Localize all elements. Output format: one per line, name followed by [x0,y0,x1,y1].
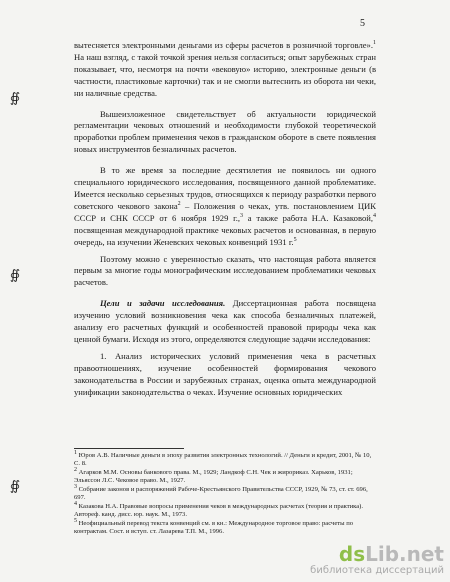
footnote: $^2$ Агарков М.М. Основы банкового права. М., 1929; Ландкоф С.Н. Чек и жирориказ. Харьков, 1931; Эльяссон Л.С. Чековое право. М., 1927. [74,466,353,485]
watermark-logo: dsLib.net [338,542,444,566]
footnote-ref: 5 [293,236,297,243]
paragraph: вытесняется электронными деньгами из сферы расчетов в розничной торговле».$^1$ На наш взгляд, с такой точкой зрения нельзя согласиться; опыт зарубежных стран показывает, что, несмотря на почти «вековую» историю, электронные деньги (в частности, пластиковые карточки) так и не смогли вытеснить из оборота ни чеки, ни наличные средства. [74,40,376,98]
paragraph: В то же время за последние десятилетия не появилось ни одного специального юридического исследования, посвященного данной проблематике. Имеется несколько серьезных трудов, относящихся к периоду разработки первого советского чекового закона$^2$ – Положения о чеках, утв. постановлением ЦИК СССР и СНК СССР от 6 ноября 1929 г.,$^3$ а также работа Н.А. Казаковой,$^4$ посвященная международной практике чековых расчетов и основанная, в первую очередь, на изучении Женевских чековых конвенций 1931 г.$^5$ [74,165,376,247]
paragraph: Поэтому можно с уверенностью сказать, что настоящая работа является первым за многие годы монографическим исследованием проблематики чековых расчетов. [74,253,376,288]
footnote: $^5$ Неофициальный перевод текста конвенций см. в кн.: Международное торговое право: расчеты по контрактам. Сост. и вступ. ст. Лазарева Т.П. М., 1996. [74,517,354,535]
footnotes [74,449,376,537]
body-text [74,40,376,403]
section-heading: Цели и задачи исследования. [100,298,226,309]
footnote-ref: 1 [373,40,376,47]
footnote: $^4$ Казакова Н.А. Правовые вопросы применения чеков в международных расчетах (теория и практика). Автореф. канд. дисс. юр. наук. М., 1973. [74,500,364,518]
hole-punch-mark-icon: ∯ [9,268,21,283]
hole-punch-mark-icon: ∯ [9,91,21,106]
footnote: $^1$ Юров А.В. Наличные деньги в эпоху развития электронных технологий. // Деньги и кредит, 2001, № 10, С. 8. [74,449,372,468]
footnote-ref: 4 [373,212,376,219]
paragraph: Вышеизложенное свидетельствует об актуальности юридической регламентации чековых отношений и необходимости глубокой теоретической проработки проблем применения чеков в гражданском обороте в свете появления новых инструментов безналичных расчетов. [74,108,376,155]
page-number: 5 [360,18,365,29]
footnote-ref: 3 [240,212,244,219]
hole-punch-mark-icon: ∯ [9,479,21,494]
footnote-separator [74,448,184,449]
paragraph: Цели и задачи исследования. Диссертационная работа посвящена изучению условий возникновения чека как способа безналичных платежей, анализу его расчетных функций и особенностей правовой природы чека как ценной бумаги. Исходя из этого, определяются следующие задачи исследования: [74,298,376,344]
footnote: $^3$ Собрание законов и распоряжений Рабоче-Крестьянского Правительства СССР, 1929, № 73, ст. ст. 696, 697. [74,483,368,502]
watermark-subtitle: библиотека диссертаций [310,565,444,576]
footnote-ref: 2 [177,201,181,208]
paragraph: 1. Анализ исторических условий применения чека в расчетных правоотношениях, изучение особенностей формирования чекового законодательства в России и зарубежных странах, оценка опыта международной унификации законодательства о чеках. Изучение основных юридических [74,350,376,397]
watermark [310,543,444,576]
